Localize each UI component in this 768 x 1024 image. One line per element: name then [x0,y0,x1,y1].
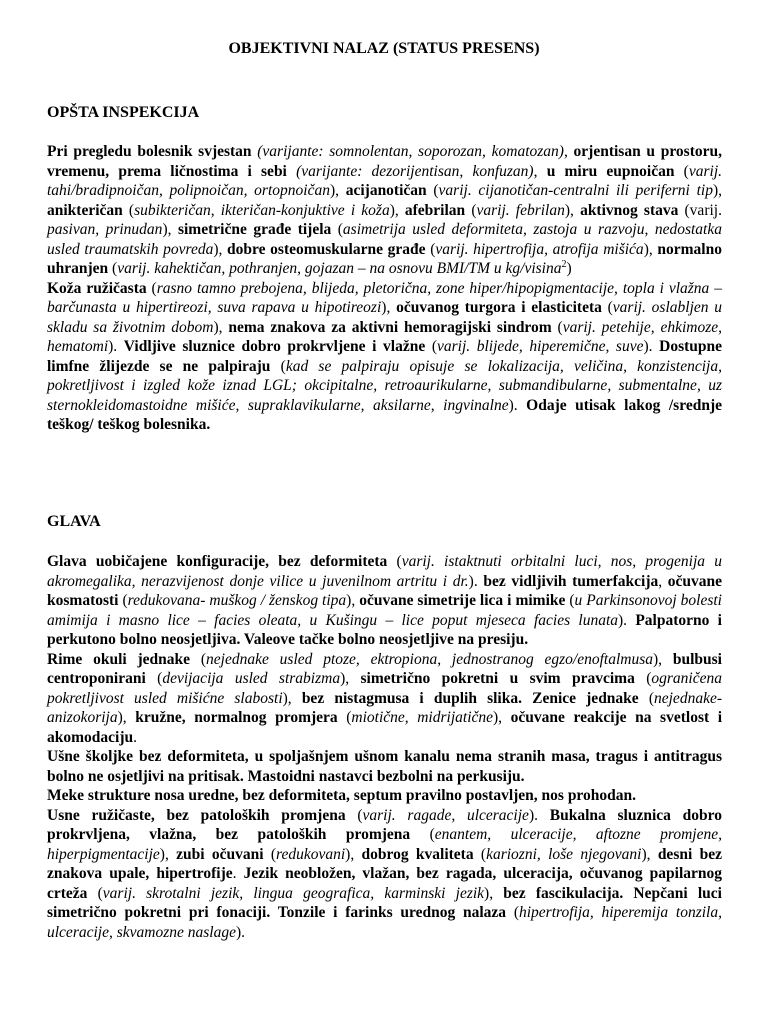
text-run: varij. istaktnuti orbitalni luci, nos, progenija u akromegalika, nerazvijenost donje vilice u juvenilnom artritu i dr. [47,553,722,590]
text-run: hipertrofija, hiperemija tonzila, ulceracije, skvamozne naslage [47,904,722,941]
text-run: Palpatorno i perkutono bolno neosjetljiva. Valeove tačke bolno neosjetljive na presiju. [47,611,722,648]
text-run: varij. petehije, ehkimoze, hematomi [47,318,722,355]
text-run: ( [425,240,436,258]
paragraph [47,747,722,786]
text-run: Rime okuli jednake [47,650,191,668]
text-run: kad se palpiraju opisuje se lokalizacija, veličina, konzistencija, pokretljivost i izgled kože iznad LGL; okcipitalne, retroaurikularne, submandibularne, submentalne, uz sternokleidomastoidne mišiće, supraklavikularne, aksilarne, ingvinalne [47,357,722,414]
text-run: u Parkinsonovoj bolesti amimija i masno lice – facies oleata, u Kušingu – lice poput mjeseca facies lunata [47,592,722,629]
text-run: ( [506,904,519,921]
text-run: dobrog kvaliteta [361,845,474,863]
text-run: ( [674,162,689,180]
text-run: varij. skrotalni jezik, lingua geografica, karminski jezik [102,884,485,902]
text-run: (varij. [678,201,722,219]
text-run: varij. tahi/bradipnoičan, polipnoičan, ortopnoičan [47,162,723,199]
text-run: bez nistagmusa i duplih slika. Zenice jednake [301,689,639,707]
text-run: ). [643,338,660,355]
text-run: nema znakova za aktivni hemoragijski sindrom [228,318,552,336]
text-run: ), [389,201,405,219]
text-run: Dostupne limfne žlijezde se ne palpiraju [47,338,723,375]
text-run: ( [108,260,118,277]
text-run: ( [145,670,163,687]
text-run: ( [387,553,402,570]
text-run: nejednake usled ptoze, ektropiona, jednostranog egzo/enoftalmusa [206,650,653,668]
text-run: redukovani [276,845,346,863]
text-run: desni bez znakova upale, hipertrofije [47,845,722,882]
text-run: zubi očuvani [176,845,264,863]
text-run: . [232,865,244,882]
text-run: , [533,162,547,180]
text-run: ( [565,592,575,609]
text-run: (varijante: somnolentan, soporozan, komatozan) [251,143,564,160]
text-run: Meke strukture nosa uredne, bez deformiteta, septum pravilno postavljen, nos prohodan. [47,787,637,804]
text-run: ( [634,670,652,687]
text-run: normalno uhranjen [47,240,722,277]
text-run: ), [484,884,504,902]
paragraph [47,279,722,435]
text-run: Usne ružičaste, bez patoloških promjena [47,806,346,824]
text-run: Ušne školjke bez deformiteta, u spoljašnjem ušnom kanalu nema stranih masa, tragus i antitragus bolno ne osjetljivi na pritisak. Mastoidni nastavci bezbolni na perkusiju. [47,748,722,785]
text-run: varij. kahektičan, pothranjen, gojazan – na osnovu BMI/TM u kg/visina [117,260,562,277]
text-run: ( [425,338,437,355]
text-run: varij. blijede, hiperemične, suve [437,338,644,355]
text-run: ), [653,650,673,668]
text-run: ( [122,201,135,219]
text-run: acijanotičan [345,182,427,199]
paragraph [47,650,722,748]
text-run: ( [638,689,654,707]
text-run: redukovana- muškog / ženskog tipa [127,592,347,609]
text-run: ). [528,806,550,824]
text-run: ), [564,201,581,219]
text-run: ). [508,396,527,414]
document-title: OBJEKTIVNI NALAZ (STATUS PRESENS) [228,40,540,57]
text-run: ), [641,845,658,863]
section-body-opsta-inspekcija [47,142,722,435]
text-run: varij. ragade, ulceracije [362,806,529,824]
text-run: ( [410,826,435,843]
text-run: varij. hipertrofija, atrofija mišića [435,240,644,258]
text-run: afebrilan [404,201,466,219]
text-run: ( [601,299,613,316]
text-run: u miru eupnoičan [546,162,675,180]
text-run: ), [117,709,136,726]
text-run: Odaje utisak lakog /srednje teškog/ teškog bolesnika. [47,396,722,433]
text-run: varij. oslabljen u skladu sa životnim dobom [47,299,723,336]
text-run: ( [270,357,286,375]
text-run: Jezik neobložen, vlažan, bez ragada, ulceracija, očuvanog papilarnog crteža [47,865,723,902]
text-run: ), [340,670,361,687]
text-run: ), [346,592,360,609]
text-run: ograničena pokretljivost usled mišićne slabosti [47,670,722,707]
text-run: devijacija usled strabizma [162,670,341,687]
text-run: enantem, ulceracije, aftozne promjene, hiperpigmentacije [47,826,722,863]
text-run: miotične, midrijatične [351,709,494,726]
text-run: ( [87,884,103,902]
text-run: ). [235,923,246,941]
text-run: ), [159,845,177,863]
text-run: ), [643,240,658,258]
section-heading-glava: GLAVA [47,513,101,530]
section-body-glava [47,552,722,942]
text-run: ), [329,182,346,199]
text-run: subikteričan, ikteričan-konjuktive i koža [134,201,390,219]
text-run: ). [468,572,484,590]
text-run: dobre osteomuskularne građe [227,240,426,258]
text-run: . [133,728,137,746]
text-run: 2 [561,258,567,270]
text-run: , [563,143,574,160]
text-run: Koža ružičasta [47,279,147,297]
text-run: kariozni, loše njegovani [486,845,642,863]
text-run: ), [381,299,397,316]
text-run: (varijante: dezorijentisan, konfuzan) [286,162,534,180]
text-run: ( [465,201,477,219]
text-run: simetrične građe tijela [177,221,332,238]
text-run: kružne, normalnog promjera [135,709,338,726]
text-run: ( [473,845,487,863]
text-run: očuvane kosmatosti [47,572,723,609]
text-run: varij. febrilan [476,201,565,219]
text-run: bez fascikulacija. Nepčani luci simetrično pokretni pri fonaciji. Tonzile i farinks urednog nalaza [47,884,722,921]
text-run: aktivnog stava [580,201,679,219]
text-run: ( [426,182,439,199]
text-run: ), [213,240,228,258]
text-run: bulbusi centroponirani [47,650,722,687]
text-run: rasno tamno prebojena, blijeda, pletorična, zone hiper/hipopigmentacije, topla i vlažna – barčunasta u hipertireozi, suva rapava u hipotireozi [47,279,722,316]
text-run: ), [712,182,722,199]
text-run: ), [162,221,178,238]
text-run: Vidljive sluznice dobro prokrvljene i vlažne [123,338,426,355]
text-run: ) [566,260,572,277]
text-run: varij. cijanotičan-centralni ili periferni tip [438,182,713,199]
section-heading-opsta-inspekcija: OPŠTA INSPEKCIJA [47,104,200,121]
text-run: simetrično pokretni u svim pravcima [360,670,635,687]
text-run: ( [146,279,157,297]
text-run: očuvane simetrije lica i mimike [359,592,566,609]
text-run: Pri pregledu bolesnik svjestan [47,143,252,160]
text-run: ( [118,592,128,609]
text-run: nejednake-anizokorija [47,689,722,726]
text-run: ( [345,806,363,824]
text-run: očuvane reakcije na svetlost i akomodaciju [47,709,723,746]
text-run: očuvanog turgora i elasticiteta [396,299,602,316]
text-run: asimetrija usled deformiteta, zastoja u razvoju, nedostatka usled traumatskih povreda [47,221,722,258]
text-run: Glava uobičajene konfiguracije, bez deformiteta [47,553,388,570]
text-run: ), [345,845,362,863]
text-run: ( [331,221,343,238]
text-run: orjentisan u prostoru, vremenu, prema ličnostima i sebi [47,143,722,180]
text-run: ). [618,611,636,629]
text-run: bez vidljivih tumerfakcija [483,572,659,590]
paragraph [47,786,722,806]
paragraph [47,142,722,279]
paragraph [47,806,722,943]
text-run: Bukalna sluznica dobro prokrvljena, vlažna, bez patoloških promjena [47,806,722,843]
text-run: ), [282,689,302,707]
text-run: ( [190,650,207,668]
text-run: ), [493,709,511,726]
text-run: ( [551,318,563,336]
text-run: , [658,572,668,590]
paragraph [47,552,722,650]
text-run: ( [337,709,352,726]
text-run: ). [108,338,124,355]
text-run: anikteričan [47,201,123,219]
text-run: ), [213,318,229,336]
text-run: ( [263,845,277,863]
text-run: pasivan, prinudan [47,221,163,238]
